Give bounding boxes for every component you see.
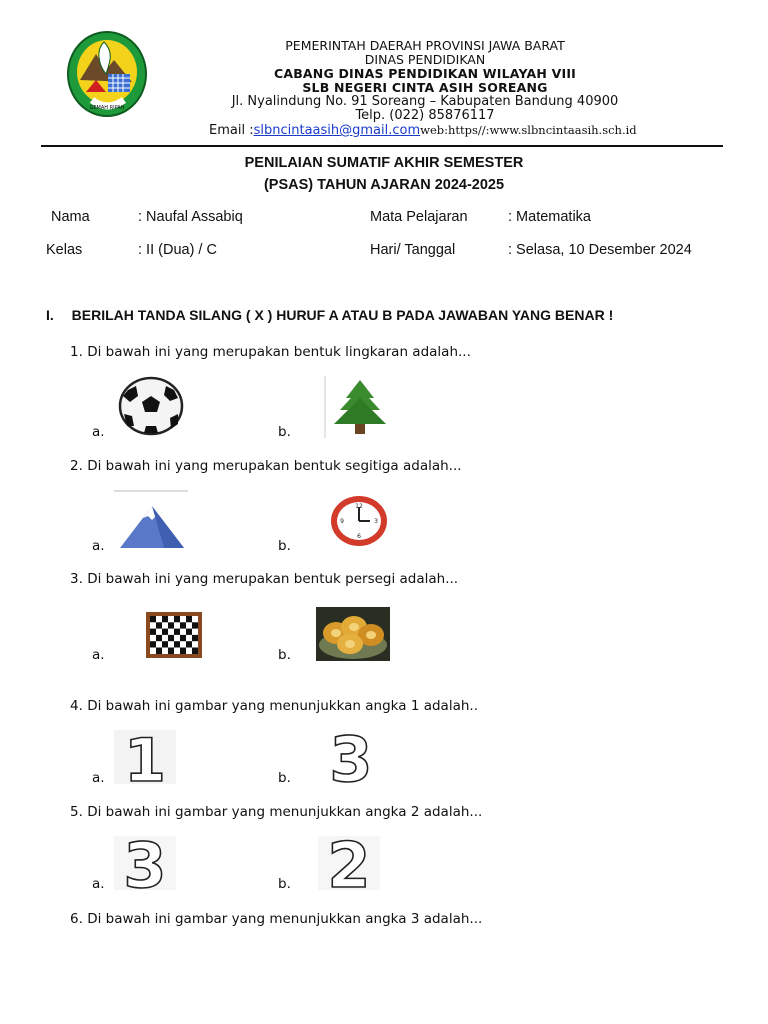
option-a-label[interactable]: a. [92,770,105,786]
logo-motto: GEMAH RIPAH [89,105,125,111]
question-text: Di bawah ini yang merupakan bentuk lingkaran adalah... [87,344,471,360]
question-3 [70,571,458,587]
digit-glyph: 1 [124,730,166,784]
digit-three-image[interactable] [114,836,176,890]
subject-value: : Matematika [508,209,591,225]
header-phone: Telp. (022) 85876117 [355,108,495,123]
section-text: BERILAH TANDA SILANG ( X ) HURUF A ATAU B PADA JAWABAN YANG BENAR ! [71,307,614,323]
header-contact [209,123,637,138]
option-a-label[interactable]: a. [92,647,105,663]
website-text: web:https//:www.slbncintaasih.sch.id [420,123,637,137]
svg-text:3: 3 [374,518,378,525]
digit-three-image[interactable] [322,730,380,784]
option-a-label[interactable]: a. [92,538,105,554]
wall-clock-image[interactable] [328,494,390,548]
mountain-image[interactable] [114,490,188,550]
question-number: 4. [70,698,83,714]
question-6 [70,911,482,927]
question-number: 3. [70,571,83,587]
name-label: Nama [51,209,90,225]
fried-snacks-image[interactable] [316,607,390,661]
subject-label: Mata Pelajaran [370,209,468,225]
exam-title: PENILAIAN SUMATIF AKHIR SEMESTER [244,155,524,171]
question-5 [70,804,482,820]
email-label: Email : [209,123,254,138]
digit-glyph: 3 [329,730,373,784]
class-label: Kelas [46,242,83,258]
section-number: I. [46,307,54,323]
section-instruction [46,307,613,323]
date-label: Hari/ Tanggal [370,242,456,258]
option-a-label[interactable]: a. [92,876,105,892]
svg-text:9: 9 [340,518,344,525]
name-value: : Naufal Assabiq [138,209,243,225]
question-number: 5. [70,804,83,820]
digit-glyph: 3 [123,836,167,890]
svg-text:6: 6 [357,533,361,540]
question-text: Di bawah ini gambar yang menunjukkan angka 1 adalah.. [87,698,478,714]
option-b-label[interactable]: b. [278,538,291,554]
date-value: : Selasa, 10 Desember 2024 [508,242,692,258]
question-1 [70,344,471,360]
header-department: DINAS PENDIDIKAN [364,52,486,67]
option-b-label[interactable]: b. [278,770,291,786]
digit-two-image[interactable] [318,836,380,890]
question-2 [70,458,462,474]
option-a-label[interactable]: a. [92,424,105,440]
question-number: 6. [70,911,83,927]
header-school-name: SLB NEGERI CINTA ASIH SOREANG [302,80,548,95]
question-text: Di bawah ini gambar yang menunjukkan angka 3 adalah... [87,911,483,927]
exam-subtitle: (PSAS) TAHUN AJARAN 2024-2025 [263,177,505,193]
question-text: Di bawah ini gambar yang menunjukkan angka 2 adalah... [87,804,483,820]
option-b-label[interactable]: b. [278,647,291,663]
question-text: Di bawah ini yang merupakan bentuk persegi adalah... [87,571,459,587]
question-number: 1. [70,344,83,360]
header-divider [41,145,723,147]
header-government: PEMERINTAH DAERAH PROVINSI JAWA BARAT [285,38,565,53]
question-4 [70,698,478,714]
option-b-label[interactable]: b. [278,876,291,892]
digit-glyph: 2 [327,836,371,890]
email-link[interactable]: slbncintaasih@gmail.com [253,123,421,138]
digit-one-image[interactable] [114,730,176,784]
option-b-label[interactable]: b. [278,424,291,440]
pine-tree-image[interactable] [324,376,396,438]
question-text: Di bawah ini yang merupakan bentuk segitiga adalah... [87,458,462,474]
checkerboard-image[interactable] [146,612,202,658]
question-number: 2. [70,458,83,474]
header-address: Jl. Nyalindung No. 91 Soreang – Kabupaten Bandung 40900 [231,94,619,109]
header-branch: CABANG DINAS PENDIDIKAN WILAYAH VIII [273,66,577,81]
soccer-ball-image[interactable] [118,376,184,436]
svg-text:12: 12 [355,503,363,510]
class-value: : II (Dua) / C [138,242,217,258]
